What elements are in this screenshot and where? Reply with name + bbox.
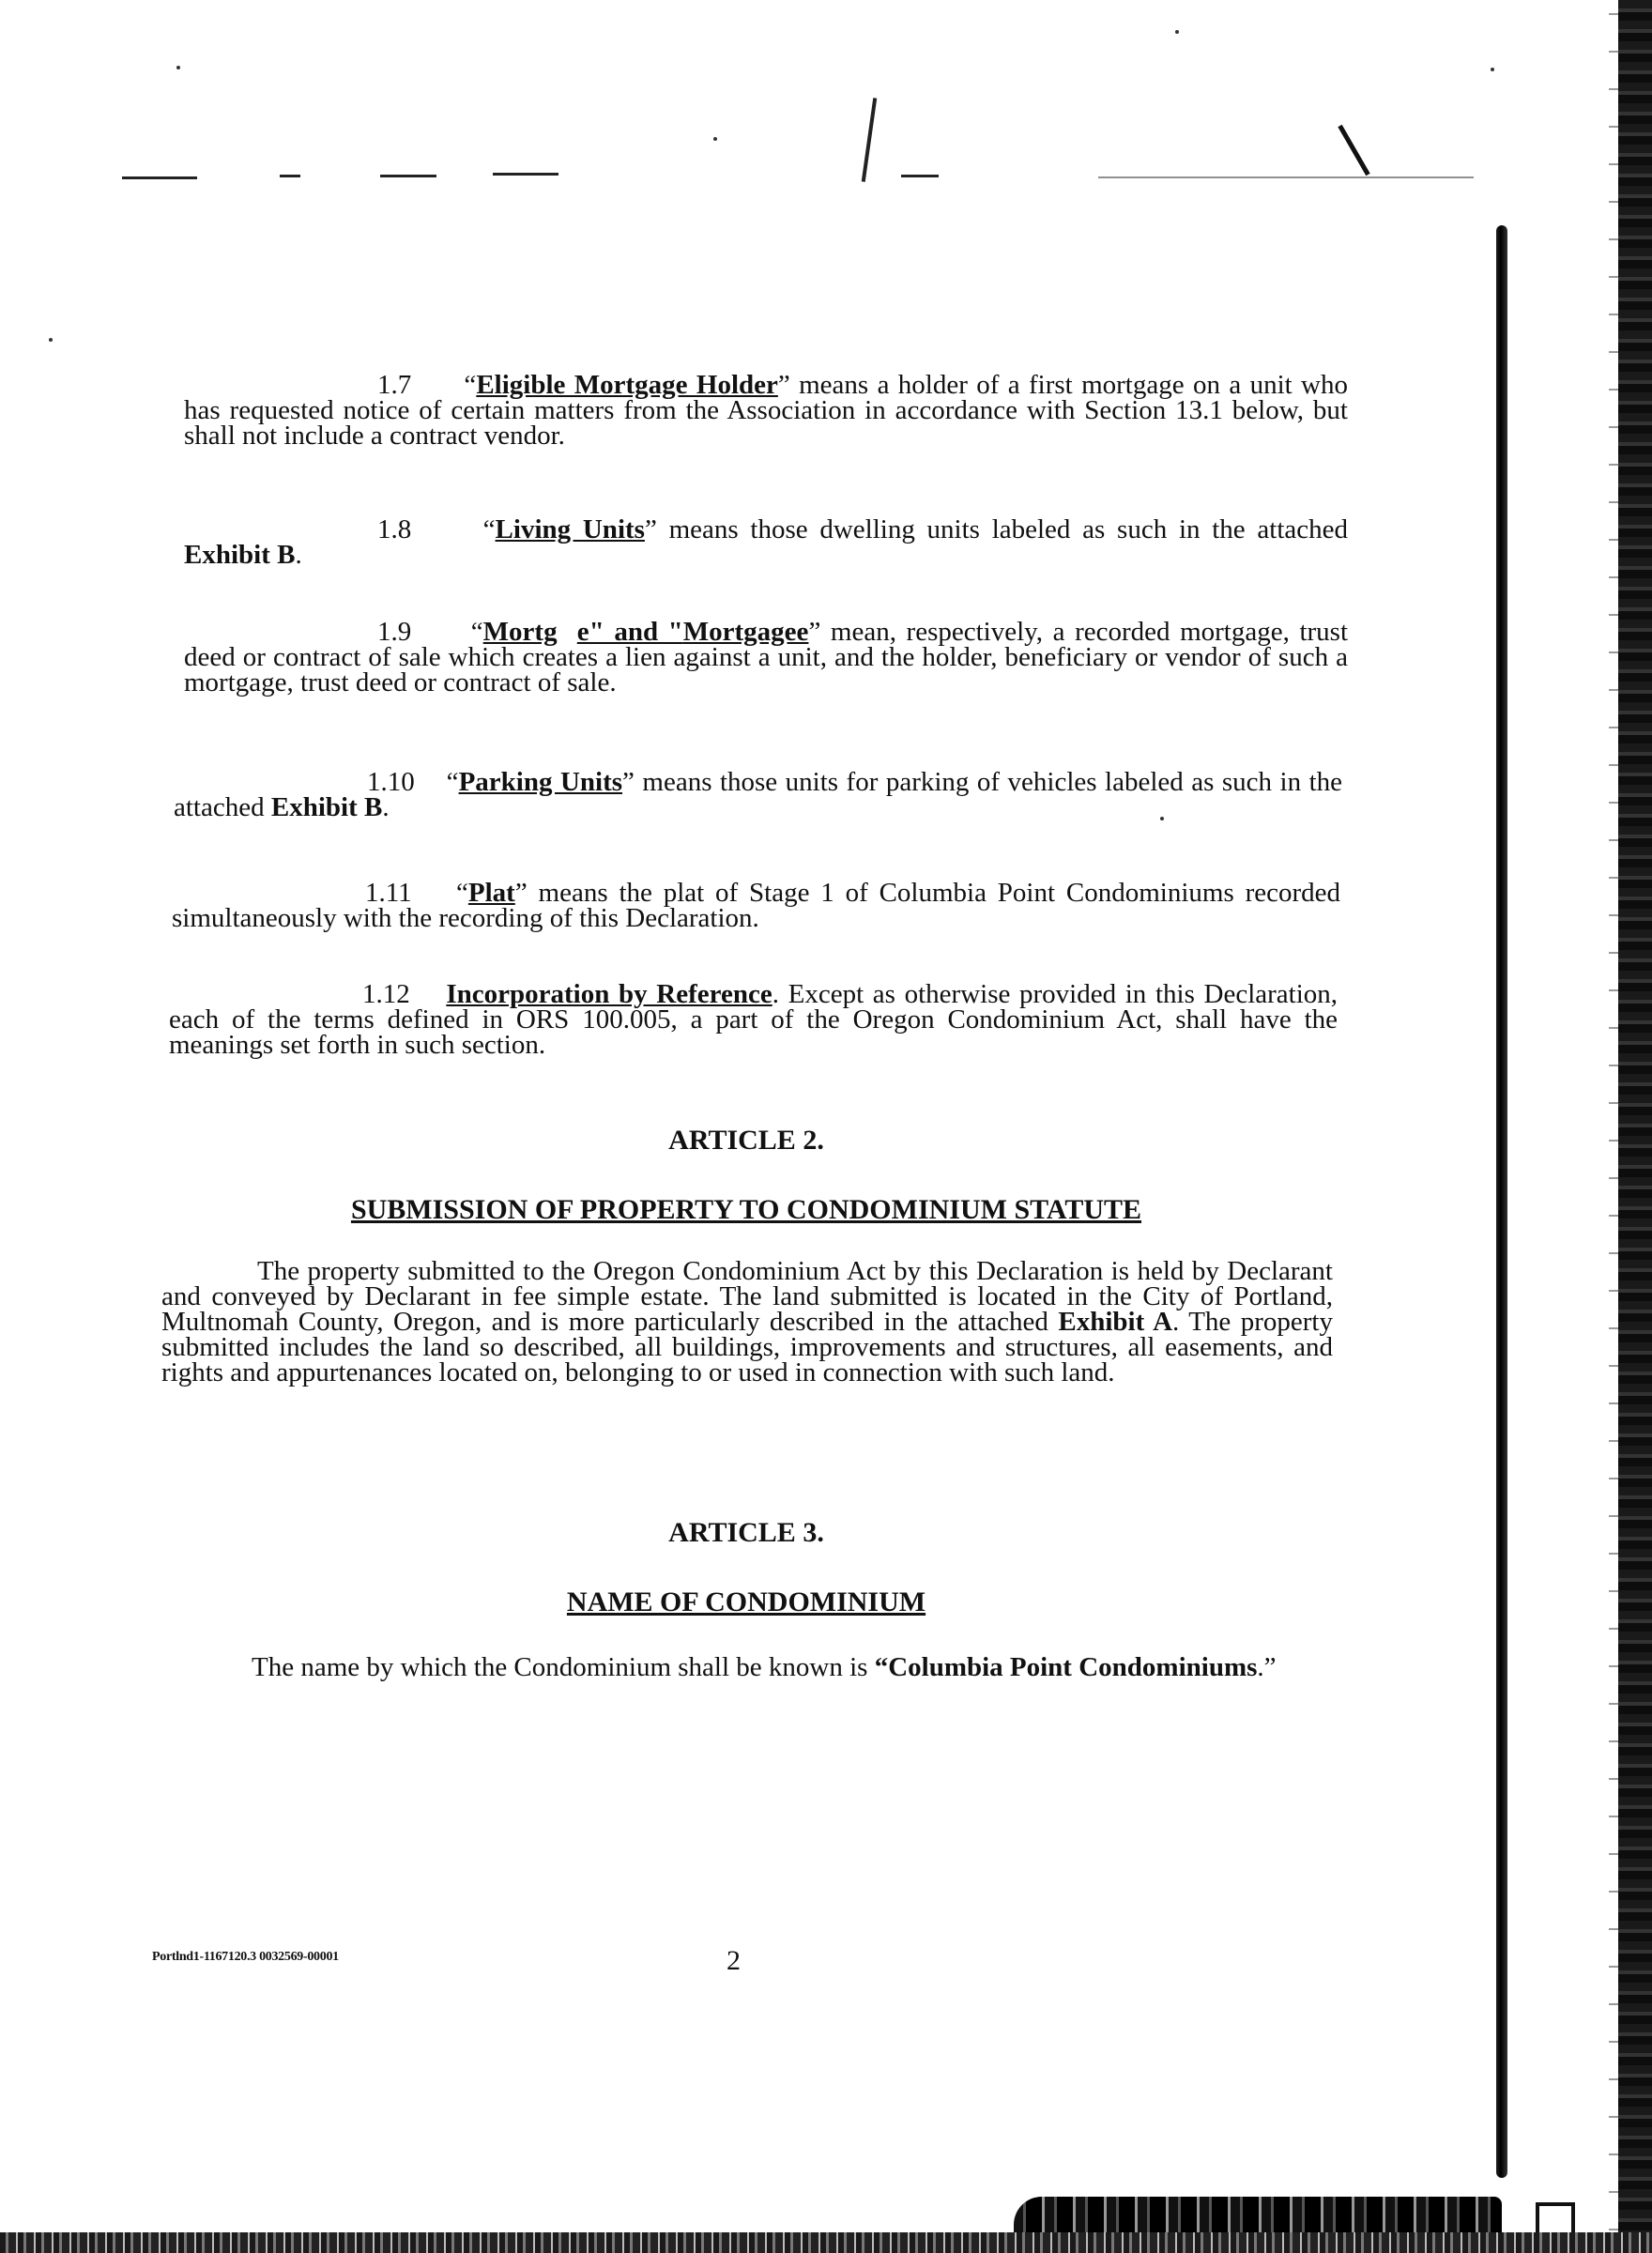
section-number: 1.12: [362, 979, 410, 1009]
condominium-name: “Columbia Point Condominiums: [874, 1652, 1258, 1682]
article-3-title-text: NAME OF CONDOMINIUM: [566, 1586, 926, 1617]
article-3-body-text: The name by which the Condominium shall be known is: [252, 1652, 875, 1682]
article-2-body: [161, 1256, 1333, 1387]
section-number: 1.11: [365, 878, 412, 908]
section-text: means those dwelling units labeled as such in the attached: [656, 514, 1348, 544]
exhibit-reference: Exhibit A: [1058, 1307, 1173, 1337]
section-text: mean, respectively, a recorded mortgage, trust deed or contract of sale which creates a lien against a unit, and the holder, beneficiary or vendor of such a mortgage, trust deed or contract of sale.: [184, 617, 1348, 697]
section-text-tail: .: [295, 540, 302, 570]
article-2-body-text-tail: . The property submitted includes the land so described, all buildings, improvements and structures, all easements, and rights and appurtenances located on, belonging to or used in connection with such land.: [161, 1307, 1333, 1387]
section-number: 1.9: [377, 617, 412, 647]
section-number: 1.10: [367, 767, 415, 797]
document-id: Portlnd1-1167120.3 0032569-00001: [152, 1950, 339, 1964]
exhibit-reference: Exhibit B: [184, 540, 296, 570]
article-3-body-text-tail: .”: [1257, 1652, 1277, 1682]
scan-edge-bottom: [0, 2232, 1652, 2253]
exhibit-reference: Exhibit B: [270, 792, 383, 822]
section-text: means a holder of a first mortgage on a unit who has requested notice of certain matters from the Association in accordance with Section 13.1 below, but shall not include a contract vendor.: [184, 370, 1348, 451]
section-number: 1.7: [377, 370, 412, 400]
defined-term: Living Units: [495, 514, 645, 544]
defined-term: Mortgagee: [682, 617, 809, 647]
section-text: means the plat of Stage 1 of Columbia Point Condominiums recorded simultaneously with the recording of this Declaration.: [172, 878, 1340, 933]
defined-term: Plat: [467, 878, 515, 908]
section-1-8: 1.8 “Living Units” means those dwelling units labeled as such in the attached Exhibit B.: [184, 514, 1348, 570]
article-2-label: ARTICLE 2.: [668, 1125, 824, 1156]
defined-term: Eligible Mortgage Holder: [476, 370, 778, 400]
section-number: 1.8: [377, 514, 412, 544]
article-3-body: [158, 1652, 1326, 1682]
scan-mark: [1536, 2202, 1575, 2232]
scan-noise-top: [113, 165, 1483, 193]
article-2-body-text: The property submitted to the Oregon Condominium Act by this Declaration is held by Declarant and conveyed by Declarant in fee simple estate. The land submitted is located in the City of Portland, Multnomah County, Oregon, and is more particularly described in the attached: [161, 1256, 1333, 1337]
section-1-11: 1.11 “Plat” means the plat of Stage 1 of Columbia Point Condominiums recorded simultaneously with the recording of this Declaration.: [172, 878, 1340, 933]
section-text-tail: .: [382, 792, 390, 822]
article-2-title: [0, 1194, 1492, 1226]
defined-term: Incorporation by Reference: [446, 979, 772, 1009]
section-1-7: 1.7 “Eligible Mortgage Holder” means a holder of a first mortgage on a unit who has requested notice of certain matters from the Association in accordance with Section 13.1 below, but shall not include a contract vendor.: [184, 370, 1348, 451]
section-1-10: 1.10 “Parking Units” means those units for parking of vehicles labeled as such in the attached Exhibit B.: [174, 767, 1342, 822]
defined-term: Mortg: [482, 617, 558, 647]
defined-term: e" and ": [576, 617, 683, 647]
section-1-9: 1.9 “Mortg e" and "Mortgagee” mean, respectively, a recorded mortgage, trust deed or contract of sale which creates a lien against a unit, and the holder, beneficiary or vendor of such a mortgage, trust deed or contract of sale.: [184, 617, 1348, 697]
defined-term: Parking Units: [458, 767, 623, 797]
article-3-title: [0, 1586, 1492, 1618]
page-number: 2: [727, 1945, 741, 1976]
article-3-label: ARTICLE 3.: [668, 1517, 824, 1548]
scan-noise-bottom: [1014, 2197, 1502, 2232]
scan-edge-bar: [1496, 225, 1507, 2178]
scan-edge-right: [1618, 0, 1652, 2253]
section-text: . Except as otherwise provided in this Declaration, each of the terms defined in ORS 100.005, a part of the Oregon Condominium Act, shall have the meanings set forth in such section.: [169, 979, 1338, 1060]
article-2-title-text: SUBMISSION OF PROPERTY TO CONDOMINIUM STATUTE: [350, 1194, 1142, 1225]
section-text: means those units for parking of vehicles labeled as such in the attached: [174, 767, 1342, 822]
scan-noise-right: [1609, 0, 1618, 2253]
section-1-12: [169, 979, 1338, 1060]
